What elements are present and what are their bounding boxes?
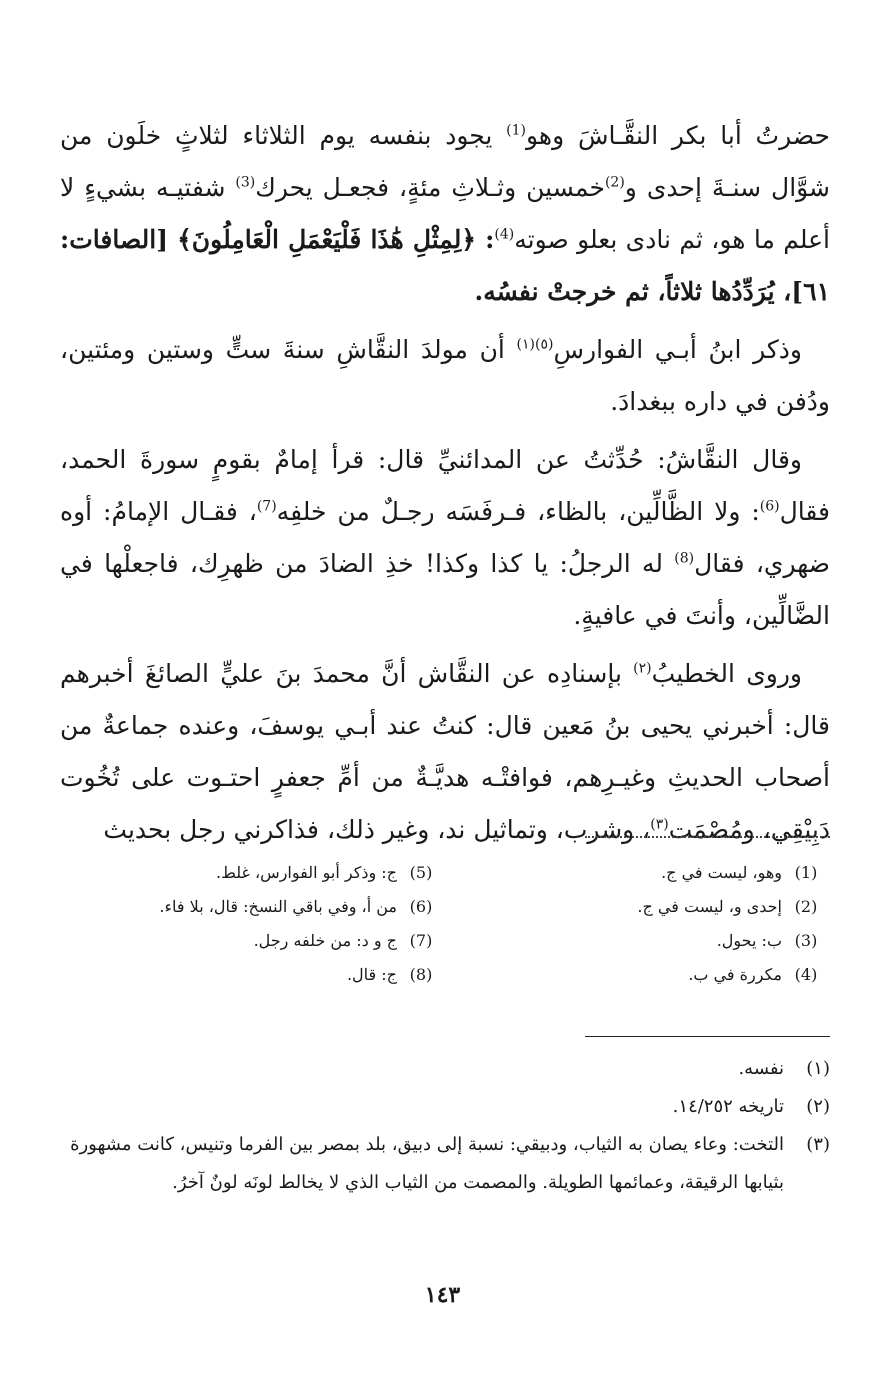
variants-left-column [60,856,445,992]
text-segment: ، وشرب، وتماثيل ند، وغير ذلك، فذاكرني رجل بحديث [103,815,651,844]
footnote-ref: (6) [759,498,780,515]
text-segment: له الرجلُ: يا كذا وكذا! خذِ الضادَ من ظهرِك، فاجعلْها في الضَّالِّين، وأنتَ في عافيةٍ. [60,549,830,630]
footnote-ref: (4) [494,226,515,243]
footnote-rule [585,1036,830,1037]
footnote: (٢) تاريخه ١٤/٢٥٢. [672,1096,830,1117]
footnote-ref: (7) [256,498,277,515]
variants-right-column [445,856,830,992]
footnote-ref: (٢) [633,660,652,677]
variant-note: (7) ج و د: من خلفه رجل. [253,931,433,950]
footnote-ref: (٣) [650,816,669,833]
variant-note: (6) من أ، وفي باقي النسخ: قال، بلا فاء. [159,897,433,916]
text-segment: وذكر ابنُ أبـي الفوارسِ [553,335,803,364]
quran-quote: : ﴿لِمِثْلِ هَٰذَا فَلْيَعْمَلِ الْعَامِلُونَ﴾ [الصافات: ٦١]، يُرَدِّدُها ثلاثاً، ثم خرجتْ نفسُه. [60,225,830,306]
footnote-ref: (٥)(١) [516,336,554,353]
text-segment: بإسنادِه عن النقَّاش أنَّ محمدَ بنَ عليٍّ الصائغَ أخبرهم قال: أخبرني يحيى بنُ مَعين قال: كنتُ عند أبـي يوسفَ، وعنده جماعةٌ من أصحاب الحديثِ وغيـرِهم، فوافتْـه هديَّـةٌ من أمِّ جعفرٍ احتـوت على تُخُوت دَبِيْقِي، ومُصْمَت [60,659,830,844]
text-segment: ، فقـال الإمامُ: أوه ضهري، فقال [60,497,830,578]
dotted-separator [585,836,830,838]
manuscript-variants [60,856,830,992]
text-segment: : ولا الظَّالِّين، بالظاء، فـرفَسَه رجـلٌ من خلفِه [276,497,760,526]
paragraph-3 [60,434,830,642]
variant-note: (4) مكررة في ب. [688,965,818,984]
text-segment: أن مولدَ النقَّاشِ سنةَ ستٍّ وستين ومئتين، ودُفن في داره ببغدادَ. [60,335,830,416]
page-number: ١٤٣ [424,1282,461,1308]
paragraph-2 [60,324,830,428]
text-segment: حضرتُ أبا بكر النقَّـاشَ وهو [526,121,831,150]
footnote: (١) نفسه. [738,1058,830,1079]
variant-note: (5) ج: وذكر أبو الفوارس، غلط. [215,863,433,882]
text-segment: يجود بنفسه يوم الثلاثاء لثلاثٍ خلَون من شوَّال سنـةَ إحدى و [60,121,830,202]
paragraph-4 [60,648,830,856]
footnote-ref: (1) [506,122,526,139]
variant-note: (2) إحدى و، ليست في ج. [637,897,818,916]
variant-note: (1) وهو، ليست في ج. [661,863,818,882]
text-segment: وروى الخطيبُ [651,659,802,688]
main-text [60,110,830,862]
footnotes [60,1050,830,1202]
paragraph-1 [60,110,830,318]
footnote-ref: (3) [235,174,256,191]
footnote-ref: (2) [604,174,625,191]
text-segment: شفتيـه بشيءٍ لا أعلم ما هو، ثم نادى بعلو صوته [60,173,830,254]
variant-note: (3) ب: يحول. [716,931,818,950]
text-segment: خمسين وثـلاثِ مئةٍ، فجعـل يحرك [255,173,605,202]
footnote-ref: (8) [674,550,695,567]
footnote: (٣) التخت: وعاء يصان به الثياب، ودبيقي: نسبة إلى دبيق، بلد بمصر بين الفرما وتنيس، كانت مشهورة بثيابها الرقيقة، وعمائمها الطويلة. والمصمت من الثياب الذي لا يخالط لونَه لونٌ آخرُ. [70,1134,830,1193]
text-segment: وقال النقَّاشُ: حُدِّثتُ عن المدائنيِّ قال: قرأ إمامٌ بقومٍ سورةَ الحمد، فقال [60,445,831,526]
variant-note: (8) ج: قال. [346,965,433,984]
